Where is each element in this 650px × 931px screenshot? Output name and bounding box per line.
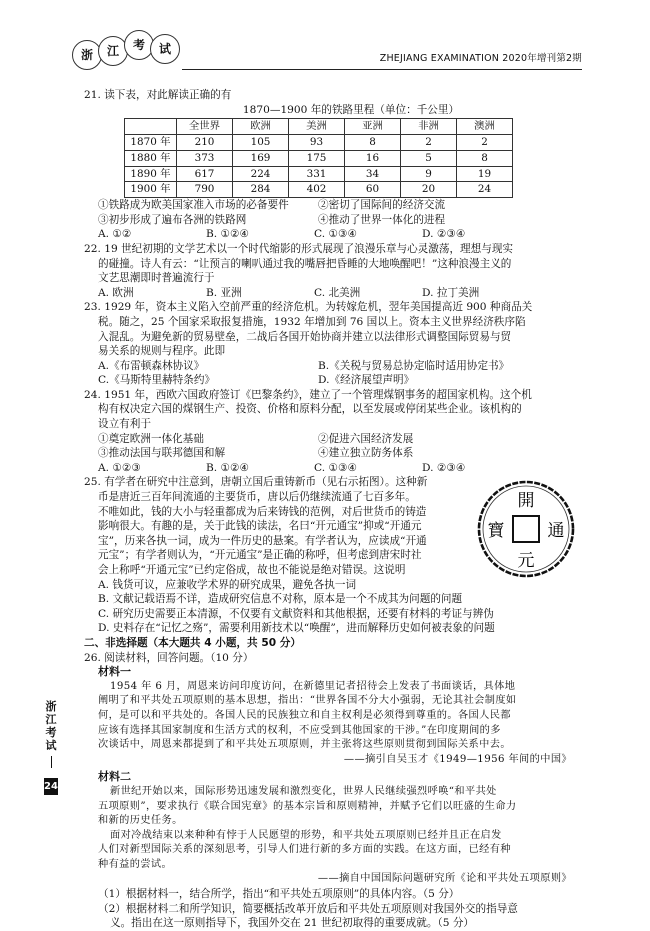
- statement: ④推动了世界一体化的进程: [318, 213, 446, 226]
- q25-option: C. 研究历史需要正本清源，不仅要有文献资料和其他根据，还要有材料的考证与辨伪: [98, 607, 494, 620]
- table-header-cell: 澳洲: [457, 119, 513, 135]
- material-2-title: 材料二: [98, 770, 131, 784]
- option: D.《经济展望声明》: [318, 374, 415, 387]
- table-cell: 19: [457, 166, 513, 182]
- material-line: 新世纪开始以来，国际形势迅速发展和激烈变化，世界人民继续强烈呼唤“和平共处: [110, 785, 497, 797]
- option: C.《马斯特里赫特条约》: [98, 374, 216, 387]
- q22-options: [84, 286, 578, 301]
- table-cell: 2: [457, 134, 513, 150]
- magazine-logo: [72, 36, 182, 70]
- q25-line: 影响很大。有趣的是，关于此钱的读法，名曰“开元通宝”抑或“开通元: [98, 520, 422, 533]
- table-cell: 790: [177, 182, 233, 198]
- q24-line: 24. 1951 年，西欧六国政府签订《巴黎条约》，建立了一个管理煤钢事务的超国家机构。这个机: [84, 388, 532, 401]
- statement: ②密切了国际间的经济交流: [318, 199, 446, 212]
- option: D. 拉丁美洲: [422, 286, 480, 299]
- option: B.《关税与贸易总协定临时适用协定书》: [318, 359, 510, 372]
- q24-line: 设立有利于: [98, 418, 151, 431]
- q25-line: 币是唐近三百年间流通的主要货币，唐以后仍继续流通了七百多年。: [98, 491, 416, 504]
- side-divider: [51, 756, 52, 768]
- statement: ①铁路成为欧美国家准入市场的必备要件: [98, 199, 289, 212]
- option: A. 欧洲: [98, 286, 134, 299]
- table-cell: 284: [233, 182, 289, 198]
- option: C. ①③④: [314, 461, 357, 474]
- table-cell: 169: [233, 150, 289, 166]
- coin-char-left: 寶: [487, 521, 505, 542]
- table-cell: 1880 年: [125, 150, 177, 166]
- table-header-cell: 欧洲: [233, 119, 289, 135]
- side-strip: [44, 700, 58, 795]
- railway-table: [124, 118, 513, 198]
- q23-options-row2: [84, 373, 578, 388]
- table-cell: 5: [401, 150, 457, 166]
- table-row: [125, 134, 513, 150]
- statement: ③推动法国与联邦德国和解: [98, 447, 226, 460]
- material-1-body: [84, 680, 578, 768]
- table-cell: 1870 年: [125, 134, 177, 150]
- option: B. 亚洲: [206, 286, 242, 299]
- table-cell: 8: [345, 134, 401, 150]
- table-header-row: [125, 119, 513, 135]
- section-heading: 二、非选择题（本大题共 4 小题，共 50 分）: [84, 636, 301, 649]
- table-cell: 105: [233, 134, 289, 150]
- material-line: 种有益的尝试。: [98, 858, 173, 870]
- q25-option: D. 史料存在“记忆之殇”，需要利用新技术以“唤醒”，进而解释历史如何被表象的问题: [98, 622, 495, 635]
- q25-line: 宝”，历来各执一词，成为一件历史的悬案。有学者认为，应读成“开通: [98, 534, 427, 547]
- material-line: 何，是可以和平共处的。各国人民的民族独立和自主权利是必须得到尊重的。各国人民都: [98, 709, 511, 721]
- q24-statements-row2: [84, 446, 578, 461]
- statement: ②促进六国经济发展: [318, 432, 414, 445]
- q25-option: B. 文献记载语焉不详，造成研究信息不对称，原本是一个不成其为问题的问题: [98, 593, 463, 606]
- statement: ①奠定欧洲一体化基础: [98, 432, 204, 445]
- q24-statements-row1: [84, 432, 578, 447]
- q25-block: [84, 475, 578, 577]
- material-line: 阐明了和平共处五项原则的基本思想，指出：“世界各国不分大小强弱，无论其社会制度如: [98, 695, 517, 707]
- q23-line: 税。随之，25 个国家采取报复措施，1932 年增加到 76 国以上。资本主义世界经济秩序陷: [98, 315, 526, 328]
- q21-table-caption: 1870—1900 年的铁路里程（单位：千公里）: [242, 103, 460, 116]
- q21-options: [84, 227, 578, 242]
- logo-char-4: 试: [150, 34, 180, 64]
- material-line: 应该有选择其国家制度和生活方式的权利，不应受到其他国家的干涉。”在印度期间的多: [98, 724, 501, 736]
- option: B. ①②④: [206, 228, 250, 241]
- q23-line: 易关系的规则与程序。此即: [98, 345, 226, 358]
- q21-stem: 21. 读下表，对此解读正确的有: [84, 89, 232, 101]
- statement: ④建立独立防务体系: [318, 447, 414, 460]
- material-line: 1954 年 6 月，周恩来访问印度访问，在新德里记者招待会上发表了书面谈话，具体地: [110, 680, 516, 692]
- logo-char-2: 江: [98, 36, 128, 66]
- coin-rubbing-image: [476, 477, 576, 581]
- option: D. ②③④: [422, 228, 466, 241]
- q23-options-row1: [84, 359, 578, 374]
- table-cell: 16: [345, 150, 401, 166]
- q25-line: 元宝”；有学者则认为，“开元通宝”是正确的称呼，但考虑到唐宋时社: [98, 549, 422, 562]
- page-content: [84, 88, 578, 931]
- q22-line: 文艺思潮即时普遍流行于: [98, 272, 215, 285]
- table-cell: 2: [401, 134, 457, 150]
- table-header-cell: [125, 119, 177, 135]
- coin-char-top: 開: [517, 491, 535, 512]
- table-cell: 20: [401, 182, 457, 198]
- table-cell: 617: [177, 166, 233, 182]
- table-cell: 60: [345, 182, 401, 198]
- option: B. ①②④: [206, 461, 250, 474]
- table-header-cell: 非洲: [401, 119, 457, 135]
- q25-line: 会上称呼“开通元宝”已约定俗成，故也不能说是绝对错误。这说明: [98, 564, 406, 577]
- q25-line: 25. 有学者在研究中注意到，唐朝立国后重铸新币（见右示拓图）。这种新: [84, 476, 428, 489]
- table-row: [125, 166, 513, 182]
- q26-ask-2: （2）根据材料二和所学知识，简要概括改革开放后和平共处五项原则对我国外交的指导意: [98, 902, 518, 915]
- q21-statements-row2: [84, 213, 578, 228]
- table-cell: 24: [457, 182, 513, 198]
- side-label: 浙江考试: [45, 700, 57, 752]
- table-header-cell: 美洲: [289, 119, 345, 135]
- page-header: [72, 36, 582, 70]
- logo-char-1: 浙: [72, 40, 102, 70]
- q26-stem: 26. 阅读材料，回答问题。（10 分）: [84, 651, 254, 664]
- table-cell: 1890 年: [125, 166, 177, 182]
- q22-line: 22. 19 世纪初期的文学艺术以一个时代缩影的形式展现了浪漫乐章与心灵激荡，理想与现实: [84, 242, 514, 255]
- table-cell: 175: [289, 150, 345, 166]
- option: D. ②③④: [422, 461, 466, 474]
- material-line: 面对冷战结束以来种种有悖于人民愿望的形势，和平共处五项原则已经并且正在启发: [110, 829, 502, 841]
- header-rule: [182, 69, 582, 70]
- q25-option: A. 钱货可议，应兼收学术界的研究成果，避免各执一词: [98, 578, 357, 591]
- table-cell: 402: [289, 182, 345, 198]
- q24-options: [84, 461, 578, 476]
- table-header-cell: 亚洲: [345, 119, 401, 135]
- table-cell: 224: [233, 166, 289, 182]
- table-cell: 8: [457, 150, 513, 166]
- material-2-body: [84, 785, 578, 887]
- q24-line: 构有权决定六国的煤钢生产、投资、价格和原料分配，以至发展或停闭某些企业。该机构的: [98, 403, 522, 416]
- coin-char-bottom: 元: [517, 551, 535, 572]
- q25-line: 不唯如此，钱的大小与轻重都成为后来铸钱的范例，对后世货币的铸造: [98, 505, 427, 518]
- material-source: ——摘引自吴玉才《1949—1956 年间的中国》: [343, 753, 572, 765]
- table-cell: 373: [177, 150, 233, 166]
- q26-ask-2-cont: 义。指出在这一原则指导下，我国外交在 21 世纪初取得的重要成就。（5 分）: [110, 917, 475, 930]
- coin-char-right: 通: [547, 521, 565, 542]
- table-cell: 93: [289, 134, 345, 150]
- material-line: 和新的历史任务。: [98, 815, 183, 827]
- table-cell: 331: [289, 166, 345, 182]
- option: A. ①②③: [98, 461, 141, 474]
- q23-line: 入混乱。为避免新的贸易壁垒，二战后各国开始协商并建立以法律形式调整国际贸易与贸: [98, 330, 512, 343]
- header-title: ZHEJIANG EXAMINATION 2020年增刊第2期: [379, 53, 582, 64]
- option: A.《布雷顿森林协议》: [98, 359, 205, 372]
- material-source: ——摘自中国国际问题研究所《论和平共处五项原则》: [317, 873, 572, 885]
- q26-ask-1: （1）根据材料一，结合所学，指出“和平共处五项原则”的具体内容。（5 分）: [98, 888, 460, 901]
- table-cell: 9: [401, 166, 457, 182]
- table-row: [125, 150, 513, 166]
- material-1-title: 材料一: [98, 665, 131, 679]
- table-cell: 1900 年: [125, 182, 177, 198]
- table-cell: 34: [345, 166, 401, 182]
- option: C. ①③④: [314, 228, 357, 241]
- page-number: 24: [44, 778, 58, 795]
- table-row: [125, 182, 513, 198]
- option: C. 北美洲: [314, 286, 361, 299]
- table-cell: 210: [177, 134, 233, 150]
- material-line: 次谈话中，周恩来都提到了和平共处五项原则，并主张将这些原则贯彻到国际关系中去。: [98, 739, 511, 751]
- q21-statements-row1: [84, 198, 578, 213]
- material-line: 人们对新型国际关系的深刻思考，引导人们进行新的多方面的实践。在这方面，已经有种: [98, 844, 511, 856]
- statement: ③初步形成了遍布各洲的铁路网: [98, 213, 247, 226]
- q22-line: 的碰撞。诗人有云：“让预言的喇叭通过我的嘴唇把昏睡的大地唤醒吧！”这种浪漫主义的: [98, 257, 512, 270]
- option: A. ①②: [98, 228, 132, 241]
- material-line: 五项原则”，要求执行《联合国宪章》的基本宗旨和原则精神，并赋予它们以旺盛的生命力: [98, 800, 517, 812]
- logo-char-3: 考: [124, 30, 154, 60]
- table-header-cell: 全世界: [177, 119, 233, 135]
- q23-line: 23. 1929 年，资本主义陷入空前严重的经济危机。为转嫁危机，翌年美国提高近 900 种商品关: [84, 301, 533, 314]
